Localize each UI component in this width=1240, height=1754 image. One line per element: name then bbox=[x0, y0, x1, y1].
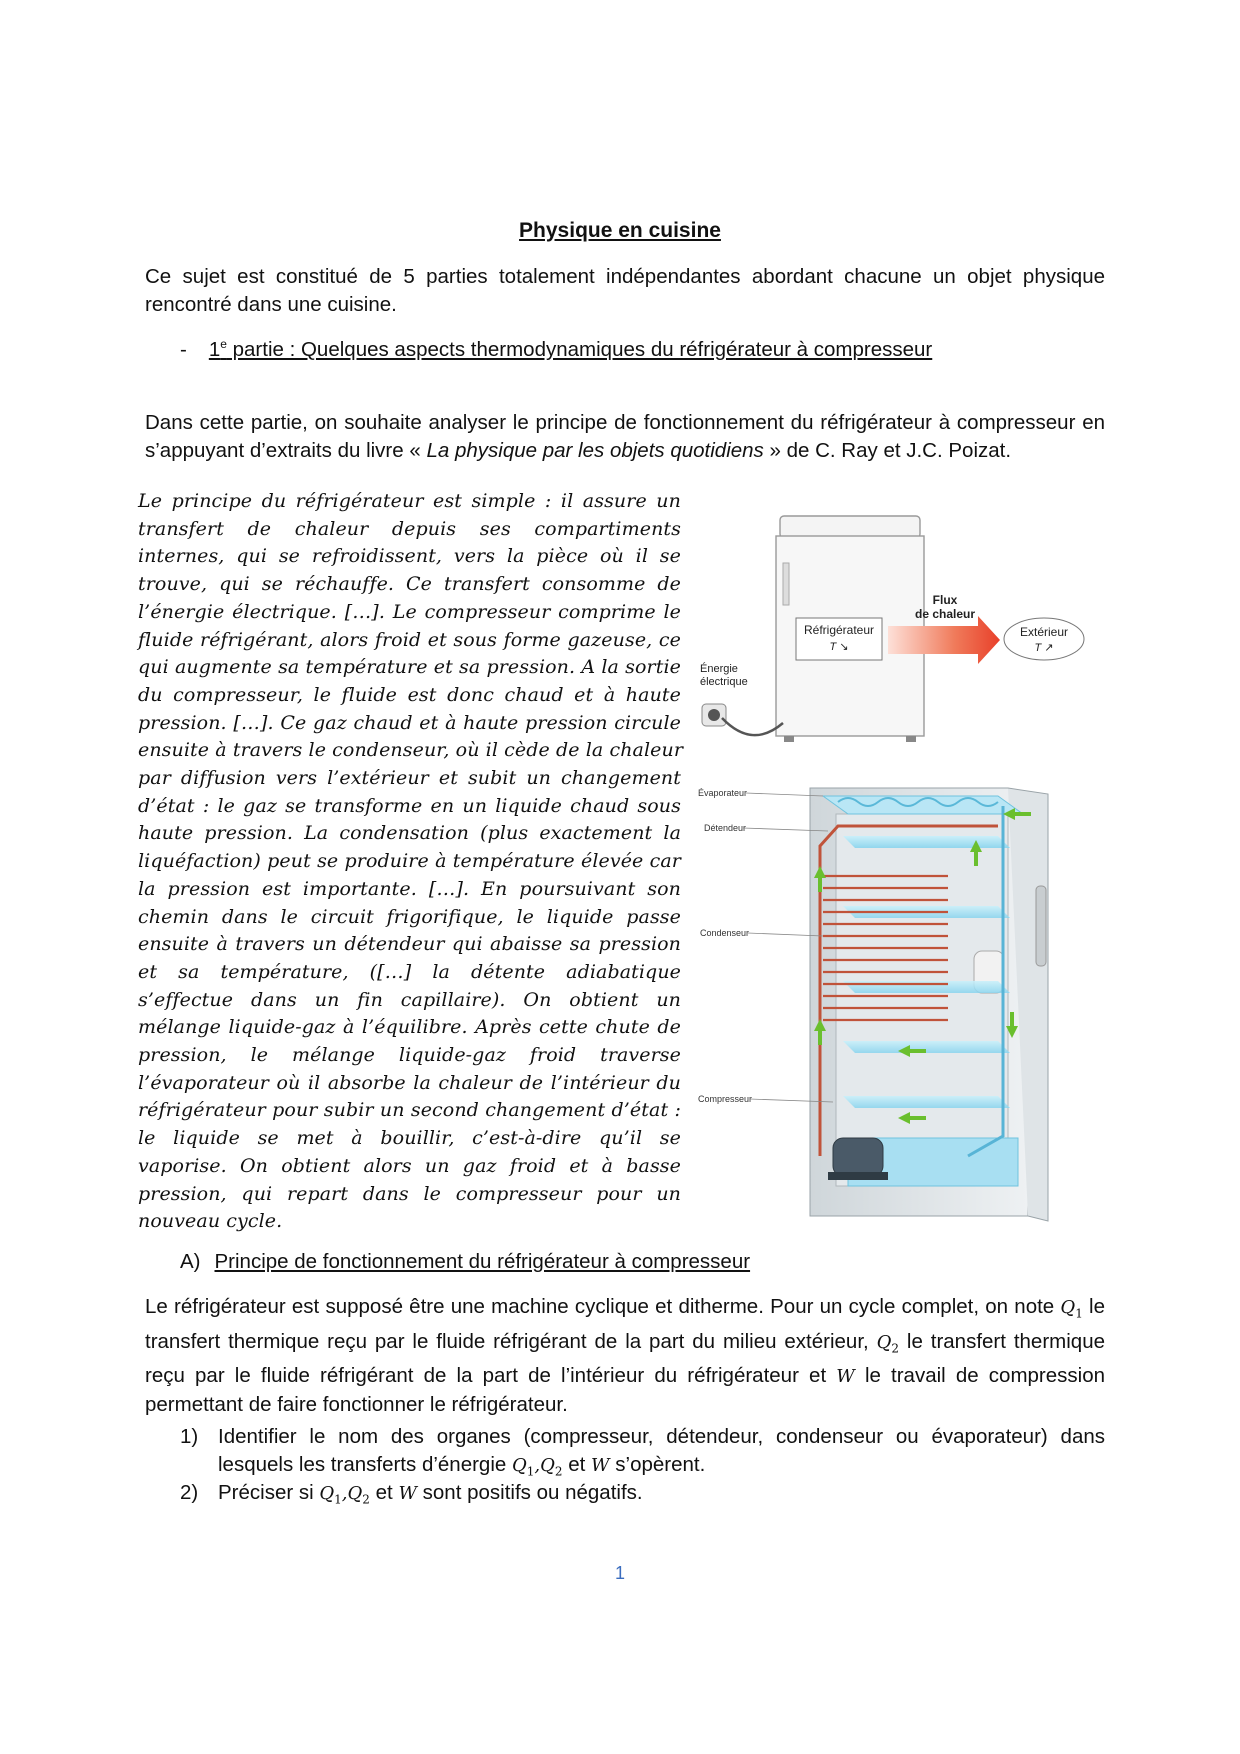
excerpt-line: s’effectue dans un fin capillaire). On obtient un bbox=[138, 988, 681, 1011]
energy-label: Énergie bbox=[700, 663, 738, 675]
energy-label-2: électrique bbox=[700, 676, 748, 688]
excerpt-line: Le principe du réfrigérateur est simple : il assure un bbox=[138, 490, 681, 512]
excerpt-line: l’énergie électrique. […]. Le compresseur comprime le bbox=[138, 600, 681, 623]
excerpt-line: pression. […]. Ce gaz chaud et à haute pression circule bbox=[138, 711, 681, 734]
part1-label: 1e partie : Quelques aspects thermodynamiques du réfrigérateur à compresseur bbox=[208, 337, 933, 361]
excerpt-line: d’état : le gaz se transforme en un liquide chaud sous bbox=[138, 794, 681, 817]
excerpt-line: liquéfaction) peut se produire à température élevée car bbox=[138, 850, 681, 873]
excerpt-line: ensuite à travers le condenseur, où il cède de la chaleur bbox=[138, 739, 684, 762]
q1-symbol: $Q_1$ bbox=[1060, 1297, 1083, 1321]
fridge-handle bbox=[783, 563, 789, 605]
power-cable bbox=[722, 718, 783, 735]
excerpt-line: la pression est importante. […]. En poursuivant son bbox=[138, 877, 681, 900]
door-handle bbox=[1036, 886, 1046, 966]
exterior-label: Extérieur bbox=[1019, 625, 1069, 639]
expansion-valve-label: Détendeur bbox=[704, 823, 747, 833]
fridge-label: Réfrigérateur bbox=[803, 623, 875, 637]
fridge-temp: T ↘ bbox=[829, 641, 849, 653]
page-title: Physique en cuisine bbox=[519, 219, 721, 242]
excerpt-line: et sa température, ([…] la détente adiabatique bbox=[138, 960, 681, 983]
heat-flux-diagram bbox=[688, 508, 1118, 753]
fridge-circuit-diagram bbox=[698, 776, 1118, 1236]
excerpt-line: qui augmente sa température et sa pression. A la sortie bbox=[138, 656, 681, 679]
excerpt-line: fluide réfrigérant, alors froid et sous forme gazeuse, ce bbox=[138, 628, 681, 651]
excerpt-line: pression, qui repart dans le compresseur pour un bbox=[138, 1182, 681, 1205]
intro-paragraph: Ce sujet est constitué de 5 parties totalement indépendantes abordant chacune un objet physique rencontré dans une cuisine. bbox=[145, 265, 1105, 316]
evaporator-label: Évaporateur bbox=[698, 788, 748, 798]
page-number: 1 bbox=[614, 1563, 625, 1583]
excerpt-line: l’évaporateur où il absorbe la chaleur de l’intérieur du bbox=[138, 1071, 681, 1094]
compressor bbox=[833, 1138, 883, 1176]
flux-label: Flux bbox=[932, 593, 958, 607]
w-symbol: W bbox=[836, 1366, 855, 1388]
excerpt-line: haute pression. La condensation (plus exactement la bbox=[138, 822, 681, 845]
q2-symbol: $Q_2$ bbox=[876, 1331, 900, 1356]
excerpt-line: pression, le mélange liquide-gaz froid traverse bbox=[138, 1044, 681, 1067]
shelf bbox=[843, 1041, 1010, 1053]
excerpt-line: le liquide se met à bouillir, c’est-à-dire qu’il se bbox=[138, 1127, 681, 1150]
cycle-paragraph: Le réfrigérateur est supposé être une machine cyclique et ditherme. Pour un cycle complet, on note $Q_1$ le transfert thermique reçu par le fluide réfrigérant de la part du milieu extérieur, $Q_2$ le transfert thermique reçu par le fluide réfrigérant de la part de l’intérieur du réfrigérateur et W le travail de compression permettant de faire fonctionner le réfrigérateur. bbox=[145, 1295, 1106, 1417]
excerpt-line: par diffusion vers l’extérieur et subit un changement bbox=[138, 767, 681, 790]
excerpt-line: ensuite à travers un détendeur qui abaisse sa pression bbox=[138, 933, 681, 956]
book-title: La physique par les objets quotidiens bbox=[426, 439, 764, 462]
excerpt-line: transfert de chaleur depuis ses compartiments bbox=[138, 517, 681, 540]
excerpt-line: chemin dans le circuit frigorifique, le liquide passe bbox=[138, 905, 681, 928]
book-excerpt bbox=[138, 488, 684, 1236]
part1-heading bbox=[180, 337, 932, 362]
excerpt-line: trouve, qui se réchauffe. Ce transfert consomme de bbox=[138, 573, 681, 596]
part1-bullet: - bbox=[180, 337, 187, 361]
shelf bbox=[843, 836, 1010, 848]
condenser-label: Condenseur bbox=[700, 928, 750, 938]
section-a-heading: A) Principe de fonctionnement du réfrigérateur à compresseur bbox=[180, 1250, 751, 1273]
excerpt-line: réfrigérateur pour subir un second changement d’état : bbox=[138, 1099, 681, 1122]
cabinet-interior bbox=[836, 814, 1008, 1186]
excerpt-line: nouveau cycle. bbox=[138, 1210, 283, 1233]
excerpt-line: du compresseur, le fluide est donc chaud et à haute bbox=[138, 683, 681, 706]
flux-label-2: de chaleur bbox=[914, 607, 976, 621]
fridge-top bbox=[780, 516, 920, 538]
excerpt-line: vaporise. On obtient alors un gaz froid et à basse bbox=[138, 1154, 681, 1177]
shelf bbox=[843, 1096, 1010, 1108]
compressor-label: Compresseur bbox=[698, 1094, 753, 1104]
excerpt-line: mélange liquide-gaz à l’équilibre. Après cette chute de bbox=[138, 1016, 681, 1039]
part1-context-paragraph: Dans cette partie, on souhaite analyser le principe de fonctionnement du réfrigérateur à compresseur en s’appuyant d’extraits du livre « La physique par les objets quotidiens » de C. Ray et J.C. Poizat. bbox=[145, 411, 1105, 462]
excerpt-line: internes, qui se refroidissent, vers la pièce où il se bbox=[138, 545, 681, 568]
shelf bbox=[843, 981, 1010, 993]
exterior-temp: T ↗ bbox=[1034, 642, 1054, 654]
